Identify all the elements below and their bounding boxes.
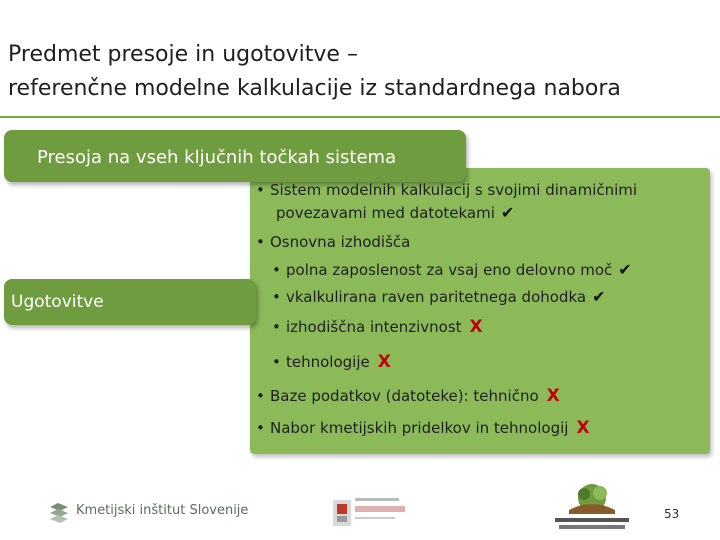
cross-icon: X (576, 418, 590, 438)
check-icon: ✔ (592, 287, 606, 306)
check-icon: ✔ (500, 203, 515, 222)
bullet-dot: • (272, 318, 281, 336)
cross-icon: X (377, 352, 391, 372)
bullet-item (272, 287, 605, 307)
page-number: 53 (664, 507, 680, 521)
bullet-text: polna zaposlenost za vsaj eno delovno moč (286, 261, 613, 279)
bullet-item (272, 260, 632, 280)
bullet-dot: • (272, 288, 281, 306)
bullet-dot: • (256, 387, 265, 405)
cross-icon: X (546, 386, 560, 406)
cross-icon: X (469, 317, 483, 337)
bullet-item (256, 386, 560, 406)
slide-title (8, 38, 708, 106)
bullet-dot: • (272, 261, 281, 279)
bullet-dot: • (272, 353, 281, 371)
bullet-text: Osnovna izhodišča (270, 233, 411, 251)
kis-logo-text: Kmetijski inštitut Slovenije (76, 503, 249, 518)
bullet-text: povezavami med datotekami (276, 204, 495, 222)
bullet-dot: • (256, 419, 265, 437)
bullet-text: Sistem modelnih kalkulacij s svojimi dinamičnimi (270, 181, 638, 199)
bullet-dot: • (256, 181, 265, 199)
assessment-tab-label: Presoja na vseh ključnih točkah sistema (37, 147, 397, 168)
bullet-item (272, 317, 483, 337)
bullet-item (256, 418, 590, 438)
bullet-text: Nabor kmetijskih pridelkov in tehnologij (270, 419, 569, 437)
findings-box-label: Ugotovitve (11, 292, 104, 312)
bullet-text: izhodiščna intenzivnost (286, 318, 462, 336)
title-line-1: Predmet presoje in ugotovitve – (8, 42, 358, 67)
rural-network-logo-icon (551, 480, 633, 532)
bullet-item (256, 232, 410, 252)
title-line-2: referenčne modelne kalkulacije iz standardnega nabora (8, 76, 621, 101)
bullet-dot: • (256, 233, 265, 251)
university-logo-icon (333, 490, 421, 530)
bullet-item (256, 180, 637, 200)
bullet-item (276, 203, 514, 223)
check-icon: ✔ (618, 260, 632, 279)
title-divider (0, 116, 720, 118)
bullet-text: Baze podatkov (datoteke): tehnično (270, 387, 539, 405)
kis-logo-icon (48, 501, 70, 523)
bullet-text: tehnologije (286, 353, 370, 371)
bullet-item (272, 352, 391, 372)
bullet-text: vkalkulirana raven paritetnega dohodka (286, 288, 587, 306)
